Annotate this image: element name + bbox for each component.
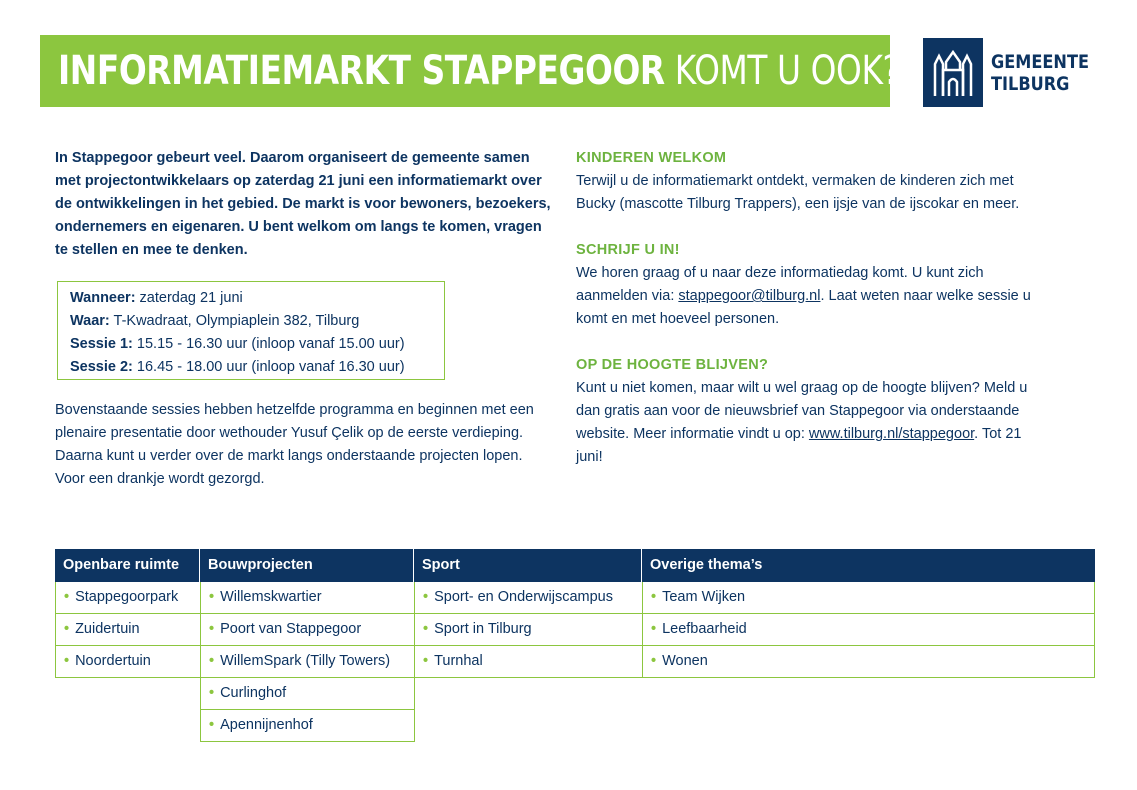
cell-text: Leefbaarheid bbox=[662, 621, 747, 637]
table-cell bbox=[200, 710, 415, 742]
table-column-bouwprojecten bbox=[200, 549, 415, 742]
info-sessie2 bbox=[70, 356, 432, 379]
logo-line1: GEMEENTE bbox=[991, 50, 1089, 73]
cell-text: Willemskwartier bbox=[220, 589, 322, 605]
table-cell bbox=[200, 646, 415, 678]
page-title bbox=[58, 48, 900, 94]
table-cell bbox=[414, 614, 643, 646]
bullet-icon: • bbox=[209, 589, 215, 605]
bullet-icon: • bbox=[209, 621, 215, 637]
column-header: Sport bbox=[414, 549, 643, 582]
hoogte-text-after: . Tot 21 juni! bbox=[576, 426, 1022, 465]
bullet-icon: • bbox=[64, 621, 70, 637]
logo-line2: TILBURG bbox=[991, 72, 1070, 95]
column-header: Overige thema’s bbox=[642, 549, 1095, 582]
logo-text bbox=[991, 51, 1089, 95]
schrijf-text-after: . Laat weten naar welke sessie u komt en met hoeveel personen. bbox=[576, 288, 1031, 327]
bullet-icon: • bbox=[423, 621, 429, 637]
sessie1-label: Sessie 1: bbox=[70, 336, 133, 352]
hoogte-heading: OP DE HOOGTE BLIJVEN? bbox=[576, 357, 769, 373]
bullet-icon: • bbox=[651, 621, 657, 637]
section-kinderen bbox=[576, 147, 1046, 216]
cell-text: Apennijnenhof bbox=[220, 717, 313, 733]
table-cell bbox=[414, 582, 643, 614]
bullet-icon: • bbox=[209, 653, 215, 669]
table-cell bbox=[414, 646, 643, 678]
table-cell bbox=[200, 614, 415, 646]
bullet-icon: • bbox=[209, 685, 215, 701]
table-cell bbox=[642, 614, 1095, 646]
table-column-sport bbox=[414, 549, 643, 678]
cell-text: Poort van Stappegoor bbox=[220, 621, 362, 637]
bullet-icon: • bbox=[209, 717, 215, 733]
waar-label: Waar: bbox=[70, 313, 110, 329]
bullet-icon: • bbox=[651, 589, 657, 605]
section-hoogte bbox=[576, 354, 1046, 469]
bullet-icon: • bbox=[423, 589, 429, 605]
table-cell bbox=[642, 582, 1095, 614]
hoogte-text bbox=[576, 377, 1046, 469]
title-bold: INFORMATIEMARKT STAPPEGOOR bbox=[58, 48, 665, 94]
cell-text: Sport- en Onderwijscampus bbox=[434, 589, 613, 605]
program-paragraph: Bovenstaande sessies hebben hetzelfde programma en beginnen met een plenaire presentatie door wethouder Yusuf Çelik op de eerste verdieping. Daarna kunt u verder over de markt langs onderstaande projecten lopen. Voor een drankje wordt gezorgd. bbox=[55, 402, 534, 487]
castle-icon bbox=[923, 38, 983, 107]
bullet-icon: • bbox=[64, 589, 70, 605]
wanneer-label: Wanneer: bbox=[70, 290, 136, 306]
wanneer-value: zaterdag 21 juni bbox=[135, 290, 243, 306]
event-info-box bbox=[57, 281, 445, 380]
section-schrijf bbox=[576, 239, 1046, 331]
hoogte-text-before: Kunt u niet komen, maar wilt u wel graag op de hoogte blijven? Meld u dan gratis aan voor de nieuwsbrief van Stappegoor via onderstaande website. Meer informatie vindt u op: bbox=[576, 380, 1028, 442]
kinderen-heading: KINDEREN WELKOM bbox=[576, 150, 727, 166]
cell-text: Wonen bbox=[662, 653, 708, 669]
sessie2-value: 16.45 - 18.00 uur (inloop vanaf 16.30 uur) bbox=[132, 359, 405, 375]
gemeente-logo bbox=[923, 38, 1106, 107]
table-cell bbox=[55, 614, 201, 646]
sessie2-label: Sessie 2: bbox=[70, 359, 133, 375]
kinderen-text: Terwijl u de informatiemarkt ontdekt, vermaken de kinderen zich met Bucky (mascotte Tilburg Trappers), een ijsje van de ijscokar en meer. bbox=[576, 173, 1020, 212]
bullet-icon: • bbox=[651, 653, 657, 669]
cell-text: Zuidertuin bbox=[75, 621, 140, 637]
cell-text: Noordertuin bbox=[75, 653, 151, 669]
table-cell bbox=[200, 582, 415, 614]
column-header: Bouwprojecten bbox=[200, 549, 415, 582]
email-link[interactable]: stappegoor@tilburg.nl bbox=[678, 288, 821, 304]
schrijf-heading: SCHRIJF U IN! bbox=[576, 242, 680, 258]
cell-text: Team Wijken bbox=[662, 589, 746, 605]
title-banner bbox=[40, 35, 900, 107]
bullet-icon: • bbox=[64, 653, 70, 669]
title-light: KOMT U OOK? bbox=[664, 48, 900, 94]
info-sessie1 bbox=[70, 333, 432, 356]
cell-text: WillemSpark (Tilly Towers) bbox=[220, 653, 391, 669]
intro-paragraph: In Stappegoor gebeurt veel. Daarom organiseert de gemeente samen met projectontwikkelaars op zaterdag 21 juni een informatiemarkt over de ontwikkelingen in het gebied. De markt is voor bewoners, bezoekers, ondernemers en eigenaren. U bent welkom om langs te komen, vragen te stellen en mee te denken. bbox=[55, 150, 551, 258]
table-cell bbox=[55, 582, 201, 614]
column-header: Openbare ruimte bbox=[55, 549, 201, 582]
table-column-openbare-ruimte bbox=[55, 549, 201, 678]
cell-text: Sport in Tilburg bbox=[434, 621, 532, 637]
bullet-icon: • bbox=[423, 653, 429, 669]
cell-text: Curlinghof bbox=[220, 685, 287, 701]
cell-text: Stappegoorpark bbox=[75, 589, 179, 605]
table-cell bbox=[642, 646, 1095, 678]
schrijf-text-before: We horen graag of u naar deze informatiedag komt. U kunt zich aanmelden via: bbox=[576, 265, 984, 304]
waar-value: T-Kwadraat, Olympiaplein 382, Tilburg bbox=[109, 313, 360, 329]
info-waar bbox=[70, 310, 432, 333]
website-link[interactable]: www.tilburg.nl/stappegoor bbox=[808, 426, 975, 442]
cell-text: Turnhal bbox=[434, 653, 483, 669]
schrijf-text bbox=[576, 262, 1046, 331]
sessie1-value: 15.15 - 16.30 uur (inloop vanaf 15.00 uur) bbox=[132, 336, 405, 352]
info-wanneer bbox=[70, 287, 432, 310]
table-cell bbox=[200, 678, 415, 710]
table-cell bbox=[55, 646, 201, 678]
table-column-overige bbox=[642, 549, 1095, 678]
